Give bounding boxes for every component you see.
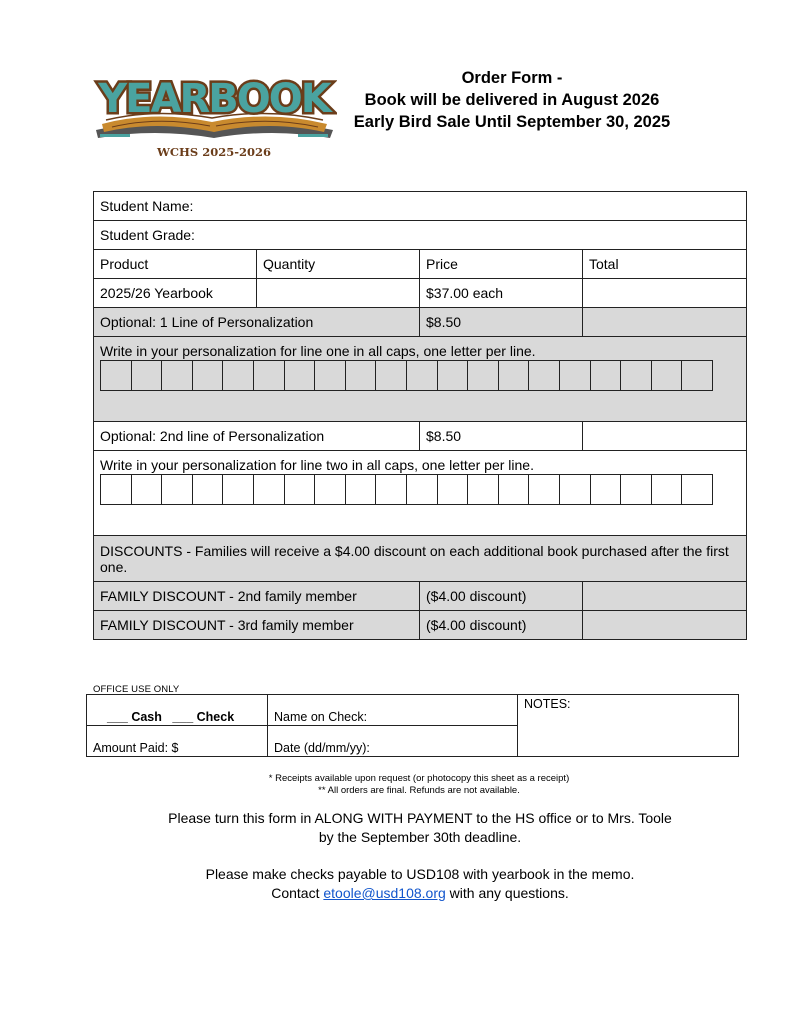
letter-box[interactable] [499,474,530,505]
letter-box[interactable] [468,474,499,505]
yearbook-logo [92,68,337,160]
letter-box[interactable] [652,360,683,391]
checks-payable-line: Please make checks payable to USD108 with yearbook in the memo. [205,866,635,882]
payment-method-label: ___ Cash ___ Check [107,710,235,724]
letter-box[interactable] [407,360,438,391]
amount-paid-label: Amount Paid: $ [93,741,179,755]
letter-box[interactable] [560,474,591,505]
turn-in-line-2: by the September 30th deadline. [318,829,522,845]
student-name-field[interactable] [94,192,747,221]
letter-box[interactable] [529,474,560,505]
table-header-row [94,250,747,279]
letter-box[interactable] [376,474,407,505]
personalization-2-price: $8.50 [420,422,583,451]
table-row-personalization-1 [94,308,747,337]
personalization-2-total-field[interactable] [583,422,747,451]
order-form-table [93,191,747,640]
personalization-2-letter-boxes[interactable] [100,474,740,505]
personalization-1-instruction: Write in your personalization for line one in all caps, one letter per line. [100,343,536,359]
name-on-check-field[interactable] [268,695,518,726]
page-title [340,67,684,133]
yearbook-price: $37.00 each [420,279,583,308]
personalization-2-entry [94,451,747,536]
letter-box[interactable] [162,360,193,391]
student-name-label: Student Name: [100,198,194,214]
letter-box[interactable] [193,474,224,505]
letter-box[interactable] [223,360,254,391]
instructions [120,809,720,903]
letter-box[interactable] [682,360,713,391]
contact-prefix: Contact [271,885,324,901]
letter-box[interactable] [652,474,683,505]
column-header-price: Price [420,250,583,279]
title-line-order-form: Order Form - [461,69,563,87]
letter-box[interactable] [346,474,377,505]
turn-in-line-1: Please turn this form in ALONG WITH PAYMENT to the HS office or to Mrs. Toole [168,810,672,826]
letter-box[interactable] [346,360,377,391]
logo-word: YEARBOOK [98,76,330,122]
letter-box[interactable] [132,360,163,391]
title-line-early-bird: Early Bird Sale Until September 30, 2025 [353,113,671,131]
date-label: Date (dd/mm/yy): [274,741,370,755]
column-header-quantity: Quantity [257,250,420,279]
letter-box[interactable] [254,360,285,391]
amount-paid-field[interactable] [87,726,268,757]
title-line-delivery: Book will be delivered in August 2026 [364,91,660,109]
letter-box[interactable] [285,360,316,391]
table-row-personalization-1-boxes [94,337,747,422]
letter-box[interactable] [100,474,132,505]
letter-box[interactable] [376,360,407,391]
contact-email-link[interactable]: etoole@usd108.org [323,885,446,901]
table-row-family-discount-2nd [94,582,747,611]
payment-method-field[interactable] [87,695,268,726]
student-grade-label: Student Grade: [100,227,195,243]
letter-box[interactable] [499,360,530,391]
discounts-note: DISCOUNTS - Families will receive a $4.00 discount on each additional book purchased after the first one. [94,536,747,582]
personalization-1-price: $8.50 [420,308,583,337]
letter-box[interactable] [529,360,560,391]
letter-box[interactable] [438,474,469,505]
letter-box[interactable] [682,474,713,505]
letter-box[interactable] [315,474,346,505]
logo-subtitle: WCHS 2025-2026 [156,145,272,159]
table-row-personalization-2-boxes [94,451,747,536]
letter-box[interactable] [560,360,591,391]
yearbook-quantity-field[interactable] [257,279,420,308]
personalization-1-label: Optional: 1 Line of Personalization [94,308,420,337]
office-use-table [86,694,739,757]
letter-box[interactable] [193,360,224,391]
letter-box[interactable] [591,474,622,505]
name-on-check-label: Name on Check: [274,710,368,724]
table-row-personalization-2 [94,422,747,451]
notes-label: NOTES: [524,697,571,711]
personalization-2-label: Optional: 2nd line of Personalization [94,422,420,451]
personalization-2-instruction: Write in your personalization for line two in all caps, one letter per line. [100,457,534,473]
notes-field[interactable] [518,695,739,757]
yearbook-total-field[interactable] [583,279,747,308]
letter-box[interactable] [621,474,652,505]
letter-box[interactable] [315,360,346,391]
family-discount-3rd-amount: ($4.00 discount) [420,611,583,640]
table-row-discounts-note [94,536,747,582]
family-discount-2nd-label: FAMILY DISCOUNT - 2nd family member [94,582,420,611]
letter-box[interactable] [591,360,622,391]
yearbook-product: 2025/26 Yearbook [94,279,257,308]
student-grade-field[interactable] [94,221,747,250]
family-discount-2nd-total-field[interactable] [583,582,747,611]
letter-box[interactable] [132,474,163,505]
column-header-product: Product [94,250,257,279]
personalization-1-entry [94,337,747,422]
letter-box[interactable] [254,474,285,505]
table-row-yearbook [94,279,747,308]
letter-box[interactable] [438,360,469,391]
letter-box[interactable] [468,360,499,391]
personalization-1-letter-boxes[interactable] [100,360,740,391]
contact-suffix: with any questions. [445,885,569,901]
letter-box[interactable] [223,474,254,505]
personalization-1-total-field[interactable] [583,308,747,337]
fine-print [150,773,688,797]
letter-box[interactable] [285,474,316,505]
final-sale-note: ** All orders are final. Refunds are not available. [318,785,520,796]
family-discount-3rd-label: FAMILY DISCOUNT - 3rd family member [94,611,420,640]
table-row-family-discount-3rd [94,611,747,640]
date-field[interactable] [268,726,518,757]
letter-box[interactable] [100,360,132,391]
letter-box[interactable] [621,360,652,391]
letter-box[interactable] [162,474,193,505]
column-header-total: Total [583,250,747,279]
contact-line [120,884,720,903]
family-discount-3rd-total-field[interactable] [583,611,747,640]
family-discount-2nd-amount: ($4.00 discount) [420,582,583,611]
letter-box[interactable] [407,474,438,505]
receipt-note: * Receipts available upon request (or photocopy this sheet as a receipt) [268,773,570,784]
office-use-heading: OFFICE USE ONLY [93,684,180,695]
